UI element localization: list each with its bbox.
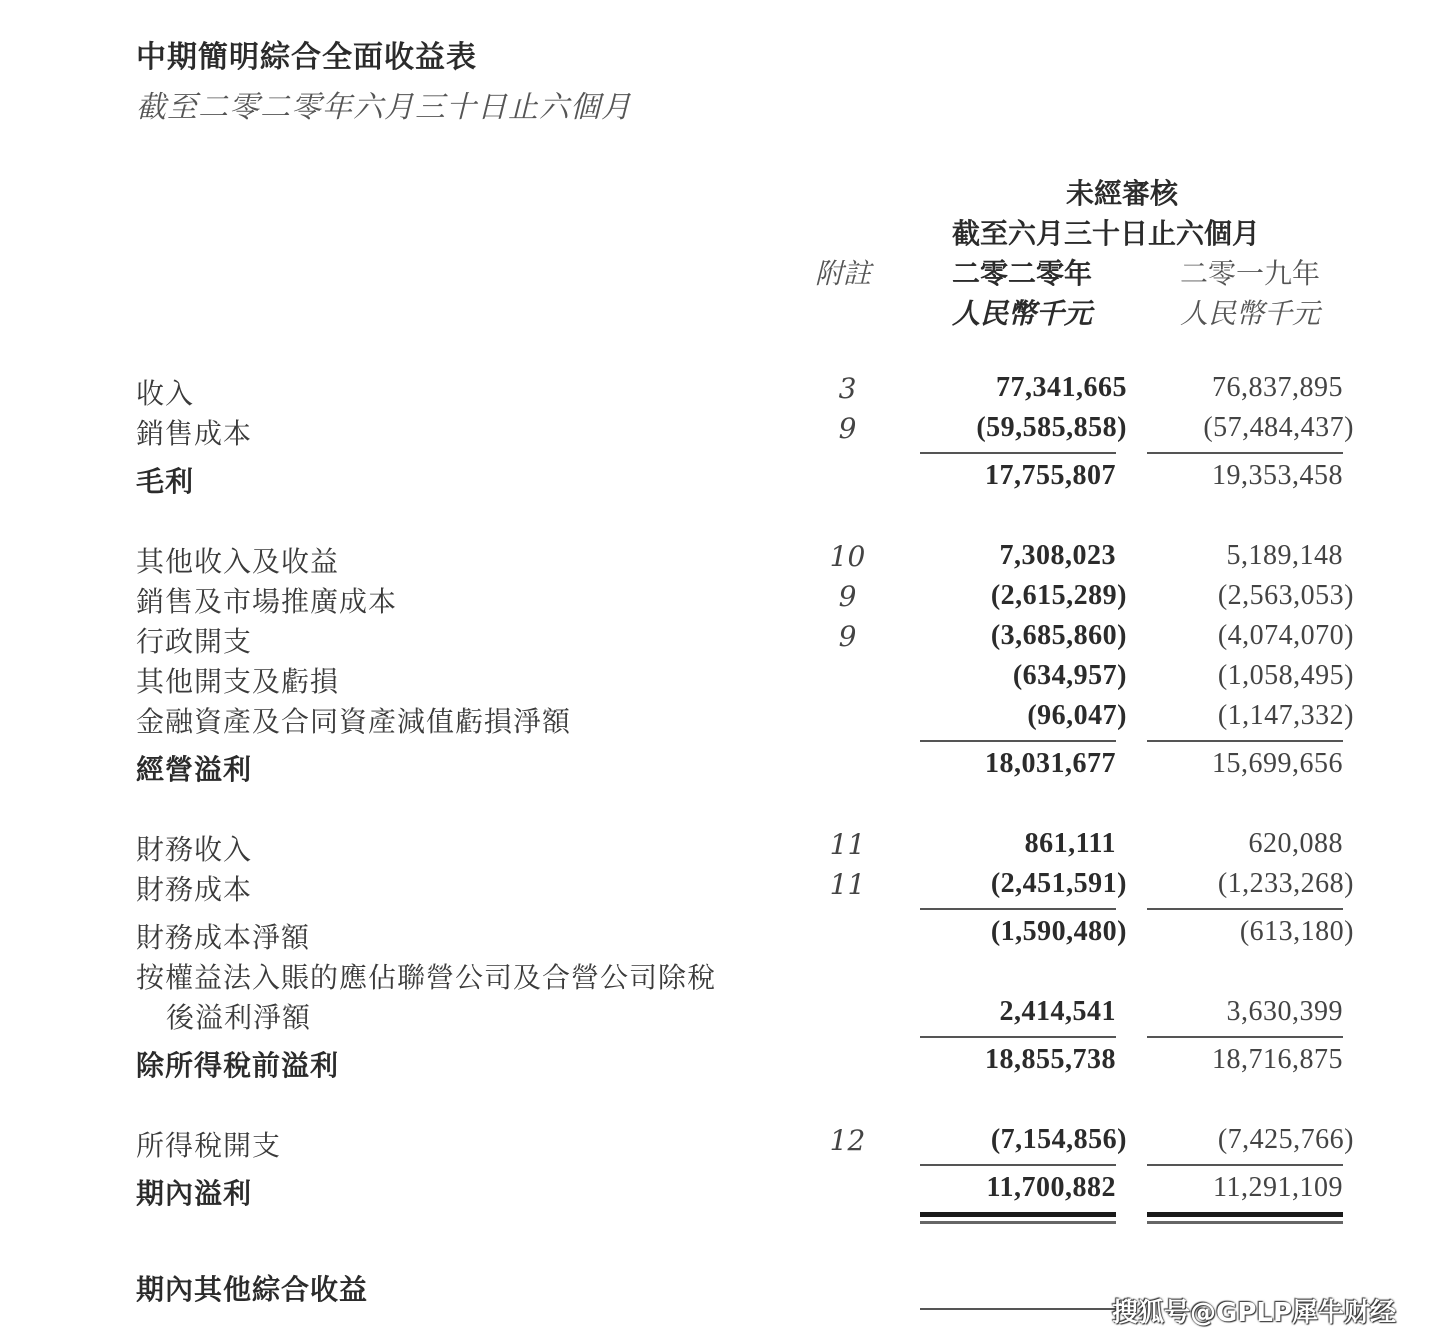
value-2019: (613,180): [1239, 916, 1354, 947]
value-2020: 861,111: [1024, 828, 1116, 859]
table-row-net-finance-costs: [0, 916, 1441, 956]
value-2020: 18,855,738: [985, 1044, 1116, 1075]
period-header: 截至六月三十日止六個月: [952, 217, 1261, 250]
table-row-other-income: [0, 540, 1441, 580]
value-2020: (2,615,289): [990, 580, 1127, 611]
row-label: 收入: [136, 377, 195, 410]
value-2019: (7,425,766): [1217, 1124, 1354, 1155]
row-label: 所得稅開支: [136, 1129, 282, 1162]
table-row-gross-profit: [0, 460, 1441, 500]
col-2020-unit: 人民幣千元: [952, 297, 1093, 330]
table-row-other-expenses: [0, 660, 1441, 700]
table-row-cost-of-sales: [0, 412, 1441, 452]
note-column-header: 附註: [815, 257, 872, 290]
value-2019: 18,716,875: [1212, 1044, 1343, 1075]
statement-title: 中期簡明綜合全面收益表: [136, 40, 477, 75]
audit-status-header: 未經審核: [1066, 177, 1179, 210]
value-2020: 18,031,677: [985, 748, 1116, 779]
value-2020: (59,585,858): [976, 412, 1127, 443]
subtotal-rule: [1147, 740, 1343, 742]
subtotal-rule: [920, 1164, 1116, 1166]
value-2020: 7,308,023: [999, 540, 1116, 571]
row-note: 10: [829, 540, 866, 573]
subtotal-rule: [920, 740, 1116, 742]
table-row-share-of-associates-line2: [0, 996, 1441, 1036]
value-2020: 11,700,882: [986, 1172, 1116, 1203]
row-label: 金融資產及合同資產減值虧損淨額: [136, 705, 572, 738]
row-label: 除所得稅前溢利: [136, 1049, 340, 1082]
value-2020: (2,451,591): [990, 868, 1127, 899]
row-note: 9: [838, 412, 857, 445]
value-2020: 2,414,541: [999, 996, 1116, 1027]
table-row-revenue: [0, 372, 1441, 412]
table-row-impairment-losses: [0, 700, 1441, 740]
value-2019: (1,147,332): [1217, 700, 1354, 731]
table-row-income-tax: [0, 1124, 1441, 1164]
total-double-rule: [1147, 1221, 1343, 1224]
value-2020: 77,341,665: [996, 372, 1127, 403]
row-label: 後溢利淨額: [166, 1001, 312, 1034]
col-2020-year: 二零二零年: [952, 257, 1093, 290]
subtotal-rule: [1147, 1164, 1343, 1166]
value-2020: (3,685,860): [990, 620, 1127, 651]
row-label: 其他開支及虧損: [136, 665, 340, 698]
row-label: 財務成本: [136, 873, 253, 906]
row-note: 11: [829, 868, 866, 901]
value-2019: 5,189,148: [1226, 540, 1343, 571]
table-row-profit-before-tax: [0, 1044, 1441, 1084]
value-2020: (7,154,856): [990, 1124, 1127, 1155]
value-2019: 76,837,895: [1212, 372, 1343, 403]
row-note: 11: [829, 828, 866, 861]
total-double-rule: [920, 1212, 1116, 1217]
row-label: 按權益法入賬的應佔聯營公司及合營公司除稅: [136, 961, 717, 994]
statement-subtitle: 截至二零二零年六月三十日止六個月: [136, 90, 632, 125]
table-row-selling-marketing: [0, 580, 1441, 620]
value-2019: (2,563,053): [1217, 580, 1354, 611]
value-2019: 19,353,458: [1212, 460, 1343, 491]
row-note: 3: [838, 372, 857, 405]
row-label: 財務成本淨額: [136, 921, 311, 954]
subtotal-rule: [920, 1036, 1116, 1038]
row-note: 9: [838, 620, 857, 653]
row-label: 行政開支: [136, 625, 253, 658]
value-2019: 620,088: [1248, 828, 1343, 859]
row-label: 毛利: [136, 465, 195, 498]
col-2019-unit: 人民幣千元: [1180, 297, 1321, 330]
subtotal-rule: [920, 1308, 1116, 1310]
table-row-finance-costs: [0, 868, 1441, 908]
row-label: 銷售成本: [136, 417, 253, 450]
subtotal-rule: [920, 908, 1116, 910]
row-label: 財務收入: [136, 833, 253, 866]
table-row-admin-expenses: [0, 620, 1441, 660]
value-2020: (96,047): [1027, 700, 1127, 731]
row-label: 其他收入及收益: [136, 545, 340, 578]
subtotal-rule: [920, 452, 1116, 454]
watermark: 搜狐号@GPLP犀牛财经: [1112, 1298, 1397, 1328]
value-2019: 15,699,656: [1212, 748, 1343, 779]
row-note: 12: [829, 1124, 866, 1157]
value-2020: 17,755,807: [985, 460, 1116, 491]
row-label: 期內其他綜合收益: [136, 1273, 369, 1306]
table-row-share-of-associates-line1: [0, 956, 1441, 996]
row-label: 經營溢利: [136, 753, 253, 786]
subtotal-rule: [1147, 452, 1343, 454]
value-2019: (1,058,495): [1217, 660, 1354, 691]
value-2019: 11,291,109: [1213, 1172, 1343, 1203]
table-row-finance-income: [0, 828, 1441, 868]
row-note: 9: [838, 580, 857, 613]
table-row-operating-profit: [0, 748, 1441, 788]
col-2019-year: 二零一九年: [1180, 257, 1321, 290]
subtotal-rule: [1147, 908, 1343, 910]
value-2019: (1,233,268): [1217, 868, 1354, 899]
value-2019: 3,630,399: [1226, 996, 1343, 1027]
row-label: 銷售及市場推廣成本: [136, 585, 398, 618]
total-double-rule: [920, 1221, 1116, 1224]
value-2019: (4,074,070): [1217, 620, 1354, 651]
row-label: 期內溢利: [136, 1177, 253, 1210]
subtotal-rule: [1147, 1036, 1343, 1038]
total-double-rule: [1147, 1212, 1343, 1217]
value-2020: (1,590,480): [990, 916, 1127, 947]
value-2019: (57,484,437): [1203, 412, 1354, 443]
value-2020: (634,957): [1012, 660, 1127, 691]
table-row-profit-for-period: [0, 1172, 1441, 1212]
